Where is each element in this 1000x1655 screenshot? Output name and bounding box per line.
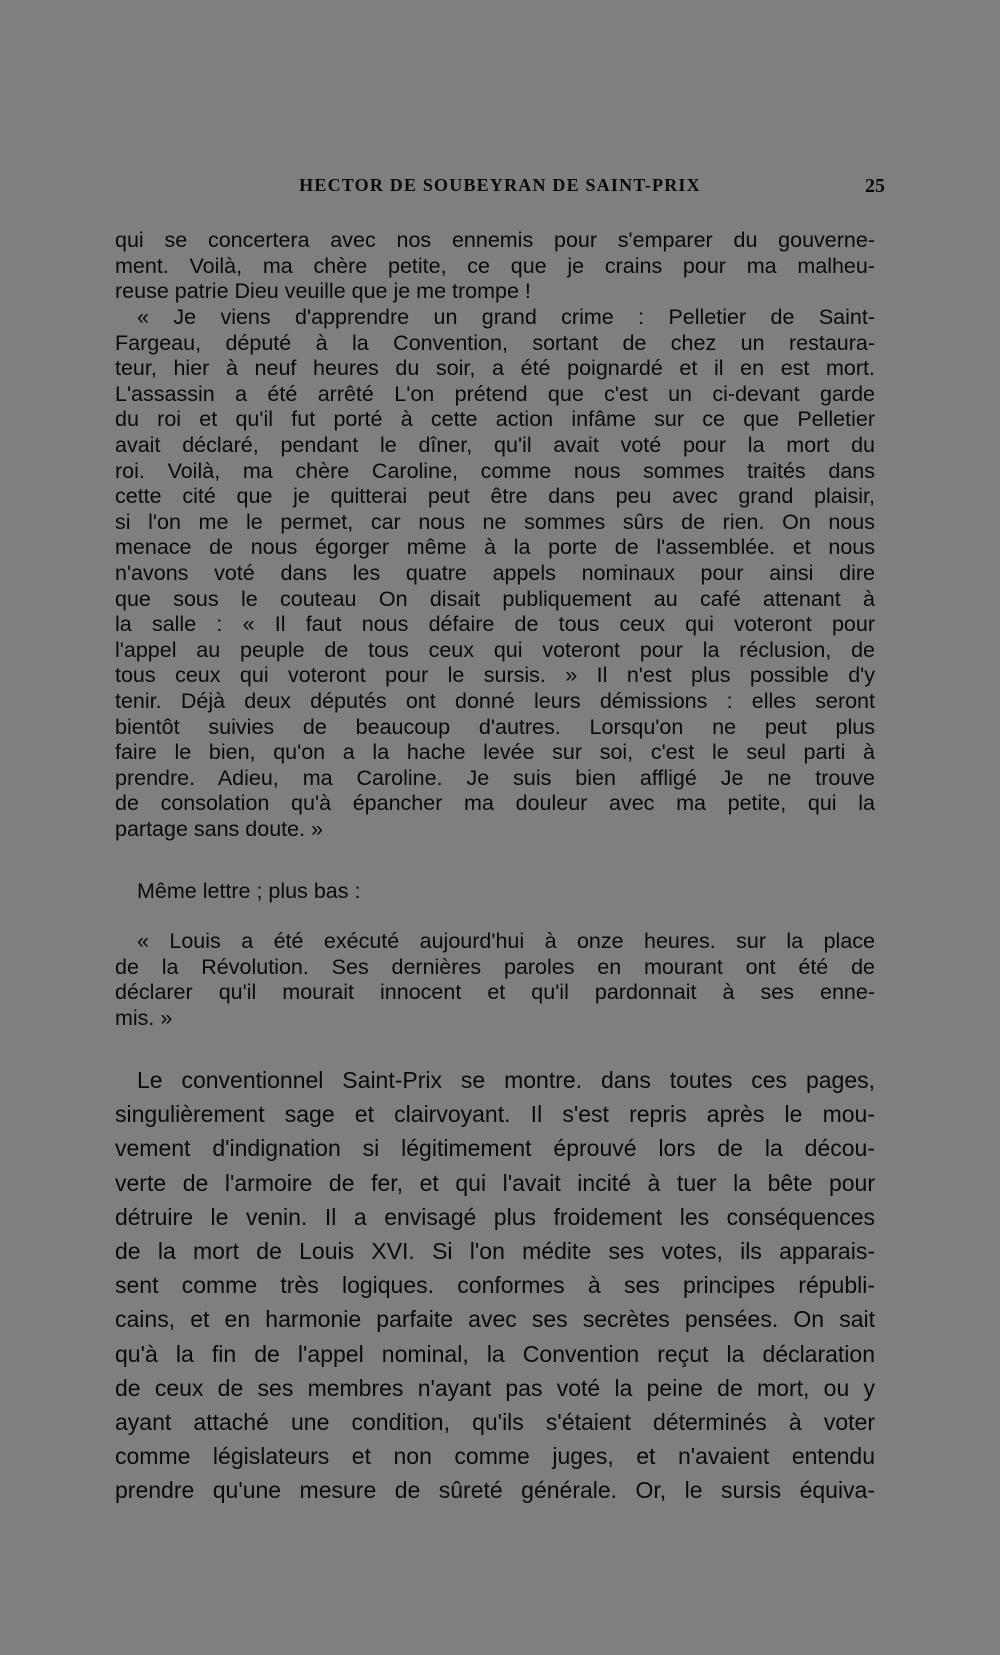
text-line: de la Révolution. Ses dernières paroles en mourant ont été de — [115, 954, 875, 979]
text-line: prendre. Adieu, ma Caroline. Je suis bien affligé Je ne trouve — [115, 765, 875, 790]
same-letter-note: Même lettre ; plus bas : — [137, 879, 361, 903]
text-line: tenir. Déjà deux députés ont donné leurs démissions : elles seront — [115, 688, 875, 713]
text-line: comme législateurs et non comme juges, et n'avaient entendu — [115, 1443, 875, 1470]
text-line: ayant attaché une condition, qu'ils s'étaient déterminés à voter — [115, 1408, 875, 1435]
text-line: ment. Voilà, ma chère petite, ce que je crains pour ma malheu- — [115, 253, 875, 278]
text-line: tous ceux qui voteront pour le sursis. » Il n'est plus possible d'y — [115, 663, 875, 688]
commentary-paragraph — [115, 1063, 875, 1507]
text-line: Le conventionnel Saint-Prix se montre. dans toutes ces pages, — [137, 1067, 875, 1093]
running-header — [115, 175, 885, 201]
text-line: qu'à la fin de l'appel nominal, la Convention reçut la déclaration — [115, 1340, 875, 1367]
text-line: n'avons voté dans les quatre appels nominaux pour ainsi dire — [115, 560, 875, 585]
text-line: verte de l'armoire de fer, et qui l'avait incité à tuer la bête pour — [115, 1169, 875, 1196]
running-title: HECTOR DE SOUBEYRAN DE SAINT-PRIX — [299, 175, 701, 195]
letter-paragraph-assassination — [115, 305, 875, 842]
text-line: partage sans doute. » — [115, 816, 323, 841]
text-line: détruire le venin. Il a envisagé plus froidement les conséquences — [115, 1203, 875, 1230]
text-line: cette cité que je quitterai peut être dans peu avec grand plaisir, — [115, 484, 875, 509]
text-line: « Louis a été exécuté aujourd'hui à onze heures. sur la place — [137, 929, 875, 953]
text-line: vement d'indignation si légitimement éprouvé lors de la décou- — [115, 1135, 875, 1162]
text-line: singulièrement sage et clairvoyant. Il s'est repris après le mou- — [115, 1101, 875, 1128]
text-line: prendre qu'une mesure de sûreté générale. Or, le sursis équiva- — [115, 1477, 875, 1504]
letter-continuation — [115, 228, 875, 305]
text-line: roi. Voilà, ma chère Caroline, comme nous sommes traités dans — [115, 458, 875, 483]
text-line: avait déclaré, pendant le dîner, qu'il avait voté pour la mort du — [115, 432, 875, 457]
text-line: cains, et en harmonie parfaite avec ses secrètes pensées. On sait — [115, 1306, 875, 1333]
text-line: de la mort de Louis XVI. Si l'on médite ses votes, ils apparais- — [115, 1237, 875, 1264]
letter-paragraph-execution — [115, 929, 875, 1031]
text-line: sent comme très logiques. conformes à ses principes républi- — [115, 1272, 875, 1299]
text-line: de ceux de ses membres n'ayant pas voté la peine de mort, ou y — [115, 1374, 875, 1401]
text-line: L'assassin a été arrêté L'on prétend que c'est un ci-devant garde — [115, 381, 875, 406]
text-line: menace de nous égorger même à la porte de l'assemblée. et nous — [115, 535, 875, 560]
text-line: la salle : « Il faut nous défaire de tous ceux qui voteront pour — [115, 612, 875, 637]
text-line: teur, hier à neuf heures du soir, a été poignardé et il en est mort. — [115, 356, 875, 381]
text-line: déclarer qu'il mourait innocent et qu'il pardonnait à ses enne- — [115, 980, 875, 1005]
text-line: si l'on me le permet, car nous ne sommes sûrs de rien. On nous — [115, 509, 875, 534]
same-letter-note-block — [115, 879, 875, 905]
text-line: de consolation qu'à épancher ma douleur avec ma petite, qui la — [115, 791, 875, 816]
text-line: l'appel au peuple de tous ceux qui voteront pour la réclusion, de — [115, 637, 875, 662]
text-line: bientôt suivies de beaucoup d'autres. Lorsqu'on ne peut plus — [115, 714, 875, 739]
text-line: que sous le couteau On disait publiquement au café attenant à — [115, 586, 875, 611]
text-line: qui se concertera avec nos ennemis pour s'emparer du gouverne- — [115, 228, 875, 252]
text-line: reuse patrie Dieu veuille que je me trompe ! — [115, 279, 531, 304]
text-line: mis. » — [115, 1005, 173, 1030]
text-line: faire le bien, qu'on a la hache levée sur soi, c'est le seul parti à — [115, 740, 875, 765]
text-line: « Je viens d'apprendre un grand crime : Pelletier de Saint- — [137, 305, 875, 329]
page-number: 25 — [865, 175, 885, 197]
text-line: du roi et qu'il fut porté à cette action infâme sur ce que Pelletier — [115, 407, 875, 432]
text-line: Fargeau, député à la Convention, sortant de chez un restaura- — [115, 330, 875, 355]
